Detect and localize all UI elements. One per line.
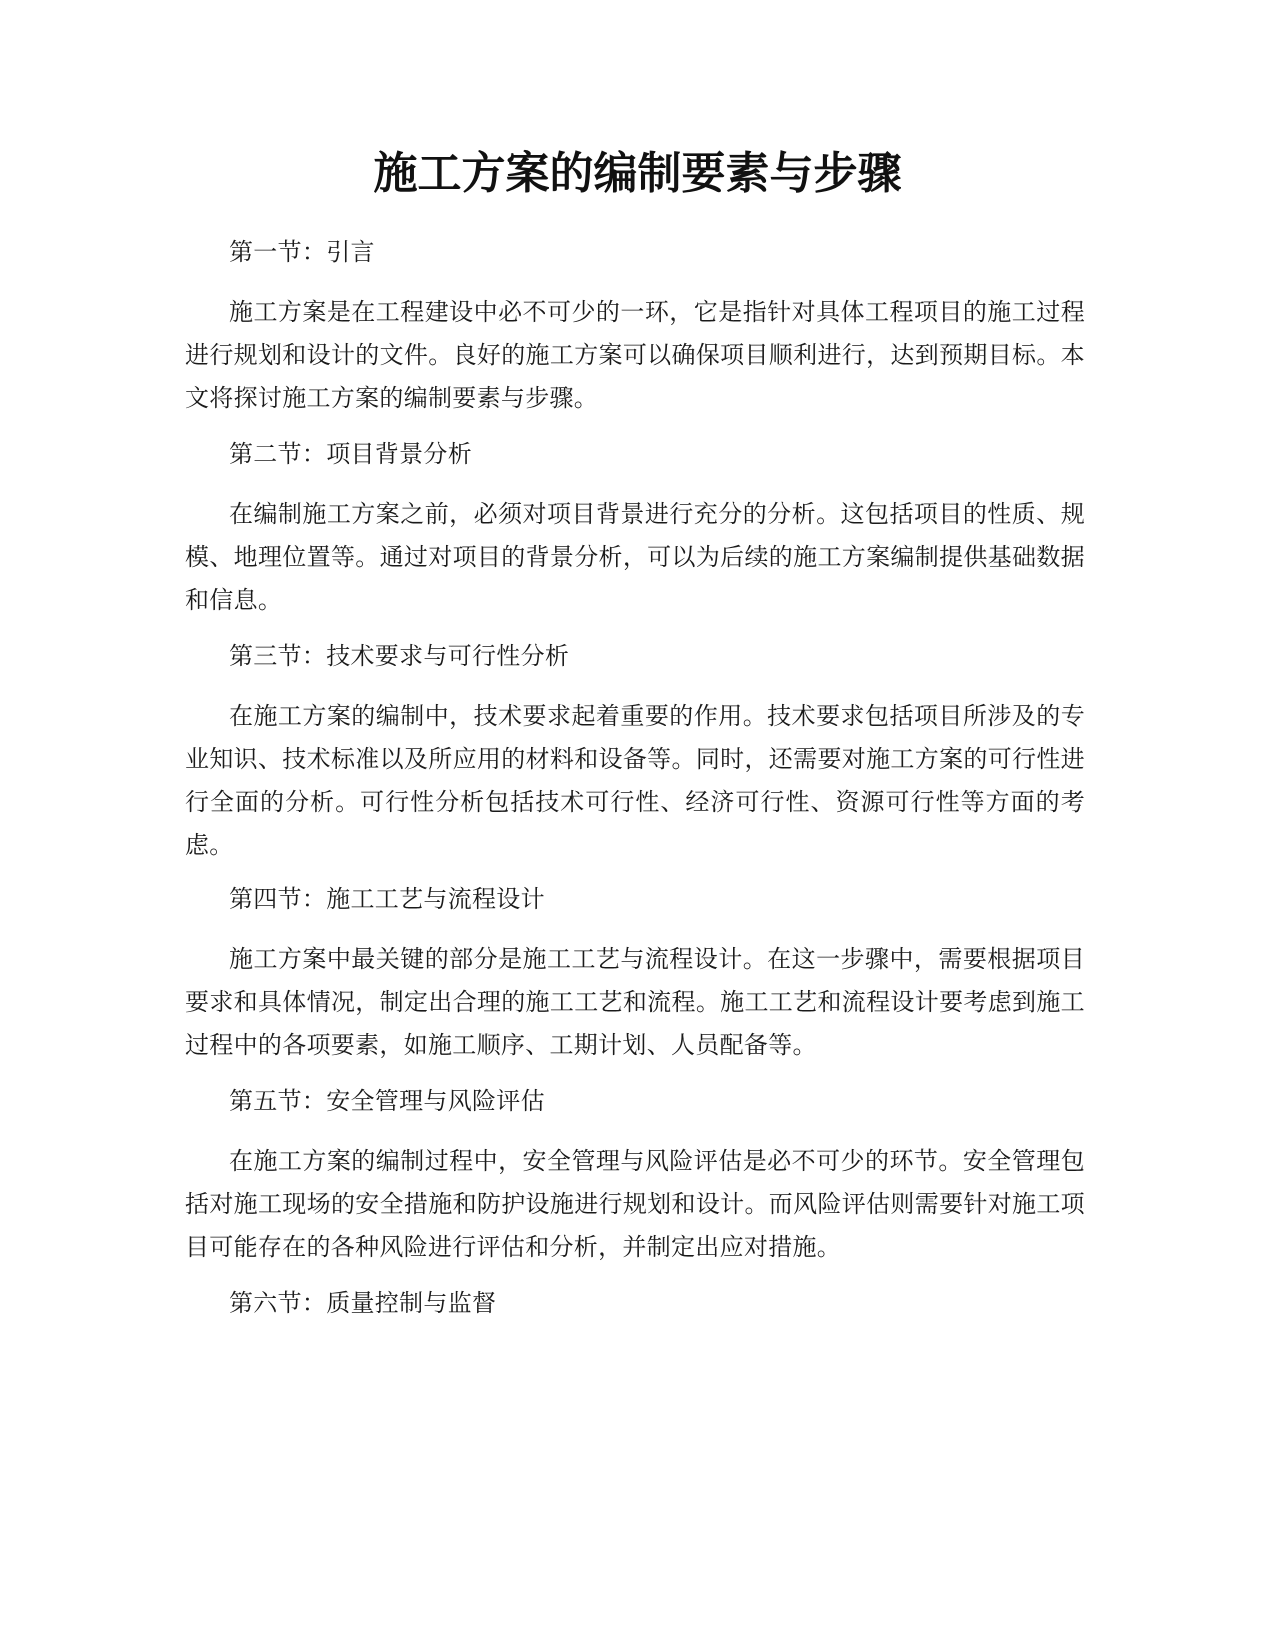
section-2-heading: 第二节：项目背景分析	[229, 440, 472, 468]
section-4-paragraph: 施工方案中最关键的部分是施工工艺与流程设计。在这一步骤中，需要根据项目要求和具体情况，制定出合理的施工工艺和流程。施工工艺和流程设计要考虑到施工过程中的各项要素，如施工顺序、工期计划、人员配备等。	[185, 945, 1085, 1059]
section-4-heading: 第四节：施工工艺与流程设计	[229, 885, 545, 913]
document-title: 施工方案的编制要素与步骤	[373, 148, 902, 199]
section-3-heading: 第三节：技术要求与可行性分析	[229, 642, 570, 670]
section-2-paragraph: 在编制施工方案之前，必须对项目背景进行充分的分析。这包括项目的性质、规模、地理位置等。通过对项目的背景分析，可以为后续的施工方案编制提供基础数据和信息。	[185, 500, 1085, 614]
section-1-heading: 第一节：引言	[229, 238, 375, 266]
section-1-paragraph: 施工方案是在工程建设中必不可少的一环，它是指针对具体工程项目的施工过程进行规划和设计的文件。良好的施工方案可以确保项目顺利进行，达到预期目标。本文将探讨施工方案的编制要素与步骤。	[185, 298, 1085, 412]
section-3-paragraph: 在施工方案的编制中，技术要求起着重要的作用。技术要求包括项目所涉及的专业知识、技术标准以及所应用的材料和设备等。同时，还需要对施工方案的可行性进行全面的分析。可行性分析包括技术可行性、经济可行性、资源可行性等方面的考虑。	[185, 702, 1085, 859]
section-5-paragraph: 在施工方案的编制过程中，安全管理与风险评估是必不可少的环节。安全管理包括对施工现场的安全措施和防护设施进行规划和设计。而风险评估则需要针对施工项目可能存在的各种风险进行评估和分析，并制定出应对措施。	[185, 1147, 1085, 1261]
section-6-heading: 第六节：质量控制与监督	[229, 1289, 497, 1317]
section-5-heading: 第五节：安全管理与风险评估	[229, 1087, 545, 1115]
